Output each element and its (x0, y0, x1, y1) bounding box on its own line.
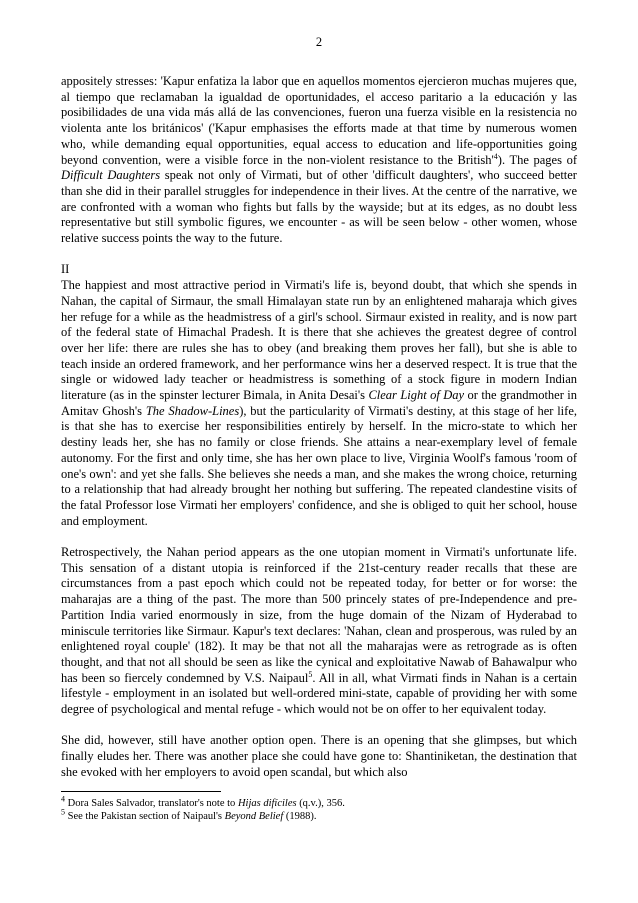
text-run: See the Pakistan section of Naipaul's (65, 811, 225, 822)
italic-title: Difficult Daughters (61, 168, 161, 183)
page-number: 2 (315, 35, 323, 49)
footnote-ref: 5 (308, 669, 313, 679)
footnote-ref: 5 (61, 807, 65, 817)
paragraph (61, 733, 577, 780)
footnote (61, 794, 577, 810)
footnote-divider (61, 791, 221, 792)
text-run: appositely stresses: 'Kapur enfatiza la labor que en aquellos momentos ejercieron muchas mujeres que, al tiempo que reclamaban la igualdad de oportunidades, el acceso paritario a la educación y las posibilidades de una vida más allá de las convenciones, fueron una fuerza visible en la resistencia no violenta ante los británicos' ('Kapur emphasises the efforts made at that time by numerous women who, while demanding equal opportunities, equal access to education and life-opportunities going beyond convention, were a visible force in the non-violent resistance to the British' (61, 74, 577, 167)
text-run: (q.v.), 356. (296, 798, 345, 809)
footnote-ref: 4 (61, 794, 65, 804)
italic-title: Beyond Belief (224, 811, 284, 822)
italic-title: Hijas difíciles (237, 798, 297, 809)
text-run: (1988). (283, 811, 317, 822)
text-run: . All in all, what Virmati finds in Nahan is a certain lifestyle - employment in an isolated but well-ordered mini-state, capable of providing her with some degree of psychological and mental refuge - which would not be on offer to her equivalent today. (61, 670, 578, 717)
text-run: Dora Sales Salvador, translator's note to (65, 798, 238, 809)
text-run: or the grandmother in Amitav Ghosh's (61, 388, 578, 418)
body-text (61, 74, 577, 781)
text-run: Retrospectively, the Nahan period appears as the one utopian moment in Virmati's unfortunate life. This sensation of a distant utopia is reinforced if the 21st-century reader recalls that these are circumstances from a past epoch which could not be repeated today, for better or for worse: the maharajas are a thing of the past. The more than 500 princely states of pre-Independence and pre-Partition India varied enormously in size, from the huge domain of the Nizam of Hyderabad to miniscule territories like Sirmaur. Kapur's text declares: 'Nahan, clean and prosperous, was ruled by an enlightened royal couple' (182). It may be that not all the maharajas were as retrograde as is often thought, and that not all should be seen as like the cynical and exploitative Nawab of Bahawalpur who has been so fiercely condemned by V.S. Naipaul (61, 545, 577, 685)
section-heading: II (61, 262, 70, 277)
text-run: ), but the particularity of Virmati's destiny, at this stage of her life, is that she has to exercise her responsibilities entirely by herself. In the micro-state to which her destiny leads her, she has no family or close friends. She attains a near-exemplary level of female autonomy. For the first and only time, she has her own place to live, Virginia Woolf's famous 'room of one's own': and yet she falls. She believes she needs a man, and she makes the wrong choice, returning to a relationship that had already brought her nothing but suffering. The repeated clandestine visits of the fatal Professor lose Virmati her employers' confidence, and she is obliged to quit her school, house and employment. (61, 403, 577, 528)
footnote-ref: 4 (493, 151, 498, 161)
italic-title: Clear Light of Day (368, 388, 465, 403)
text-run: ). The pages of (497, 152, 577, 167)
paragraph (61, 545, 577, 718)
text-run: speak not only of Virmati, but of other 'difficult daughters', who succeed better than she did in their parallel struggles for independence in their lives. At the centre of the narrative, we are confronted with a woman who fights but falls by the wayside; but at its edges, as no doubt less representative but still symbolic figures, we encounter - as will be seen below - other women, whose relative success points the way to the future. (61, 168, 577, 246)
text-run: She did, however, still have another option open. There is an opening that she glimpses, but which finally eludes her. There was another place she could have gone to: Shantiniketan, the destination that she evoked with her employers to avoid open scandal, but which also (61, 733, 577, 779)
footnote (61, 807, 577, 823)
paragraph (61, 74, 577, 247)
text-run: The happiest and most attractive period in Virmati's life is, beyond doubt, that which she spends in Nahan, the capital of Sirmaur, the small Himalayan state run by an enlightened maharaja which gives her refuge for a while as the headmistress of a girl's school. Sirmaur existed in reality, and is now part of the federal state of Himachal Pradesh. It is there that she achieves the greatest degree of control over her life: there are rules she has to obey (and breaking them proves her fall), but she is able to teach inside an ordered framework, and her performance wins her a deserved respect. It is true that the single or widowed lady teacher or headmistress is something of a stock figure in modern Indian literature (as in the spinster lecturer Bimala, in Anita Desai's (61, 278, 577, 403)
italic-title: The Shadow-Lines (145, 403, 240, 418)
paragraph (61, 278, 577, 529)
footnotes (61, 794, 577, 823)
